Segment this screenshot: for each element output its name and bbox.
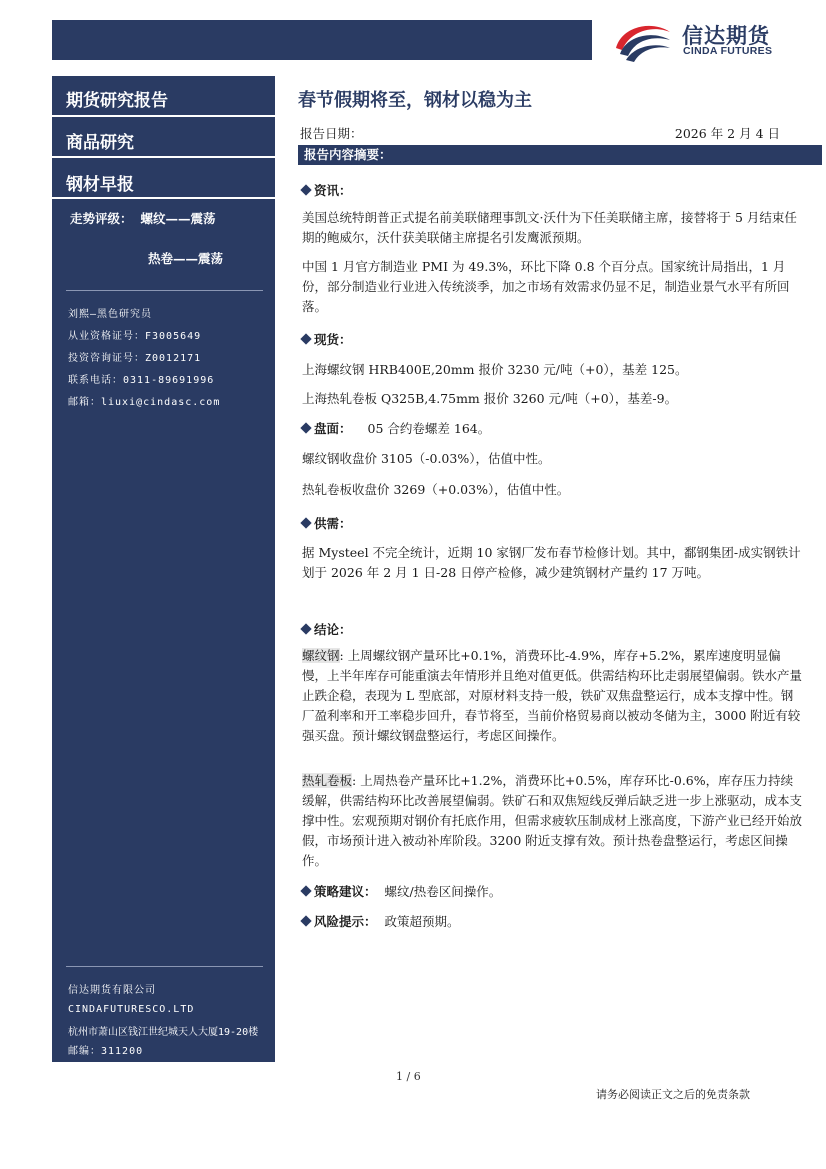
- diamond-bullet-icon: [300, 184, 311, 195]
- news-paragraph-1: 美国总统特朗普正式提名前美联储理事凯文·沃什为下任美联储主席，接替将于 5 月结束任期的鲍威尔，沃什获美联储主席提名引发鹰派预期。: [302, 210, 797, 245]
- summary-header: 报告内容摘要：: [298, 145, 822, 165]
- section-heading-news: 资讯：: [302, 181, 352, 199]
- section-heading-spot: 现货：: [302, 330, 352, 348]
- diamond-bullet-icon: [300, 333, 311, 344]
- diamond-bullet-icon: [300, 422, 311, 433]
- rebar-tag: 螺纹钢: [302, 648, 340, 663]
- spot-hrc-line: 上海热轧卷板 Q325B,4.75mm 报价 3260 元/吨（+0），基差-9。: [302, 391, 678, 406]
- diamond-bullet-icon: [300, 517, 311, 528]
- rating-hrc: 热卷——震荡: [148, 251, 224, 266]
- section-heading-futures: 盘面： 05 合约卷螺差 164。: [302, 419, 490, 437]
- sidebar: [52, 76, 275, 1062]
- risk-text: 政策超预期。: [384, 914, 460, 929]
- analyst-consult: 投资咨询证号：Z0012171: [68, 353, 202, 364]
- analyst-email[interactable]: 邮箱：liuxi@cindasc.com: [68, 397, 221, 408]
- company-site: CINDAFUTURESCO.LTD: [68, 1004, 195, 1015]
- analyst-name: 刘熙—黑色研究员: [68, 309, 153, 320]
- logo-name-en: CINDA FUTURES: [683, 45, 773, 57]
- page-number: 1 / 6: [396, 1070, 421, 1083]
- news-paragraph-2: 中国 1 月官方制造业 PMI 为 49.3%，环比下降 0.8 个百分点。国家统计局指出，1 月份，部分制造业行业进入传统淡季，加之市场有效需求仍显不足，制造业景气水平有所回落。: [302, 259, 790, 314]
- diamond-bullet-icon: [300, 623, 311, 634]
- spot-rebar-line: 上海螺纹钢 HRB400E,20mm 报价 3230 元/吨（+0），基差 125。: [302, 362, 688, 377]
- section-heading-supply: 供需：: [302, 514, 352, 532]
- report-category: 商品研究: [66, 133, 134, 153]
- diamond-bullet-icon: [300, 915, 311, 926]
- header-bar: [52, 20, 592, 60]
- conclusion-hrc-paragraph: [302, 771, 802, 871]
- rating-label: 走势评级：: [70, 211, 133, 226]
- analyst-license: 从业资格证号：F3005649: [68, 331, 202, 342]
- report-date-label: 报告日期：: [300, 126, 363, 141]
- rebar-text: : 上周螺纹钢产量环比+0.1%，消费环比-4.9%，库存+5.2%，累库速度明显偏慢，上半年库存可能重演去年情形并且绝对值更低。供需结构环比走弱展望偏弱。铁水产量止跌企稳，表现为 L 型底部，对原材料支持一般，铁矿双焦盘整运行，成本支撑中性。钢厂盈利率和开工率稳步回升，春节将至，当前价格贸易商以被动冬储为主，3000 附近有较强买盘。预计螺纹钢盘整运行，考虑区间操作。: [302, 648, 803, 743]
- futures-spread: 05 合约卷螺差 164。: [367, 421, 491, 436]
- report-title: 春节假期将至，钢材以稳为主: [298, 90, 532, 111]
- sidebar-divider: [52, 197, 275, 199]
- company-postcode: 邮编：311200: [68, 1046, 144, 1057]
- report-date-value: 2026 年 2 月 4 日: [674, 126, 780, 141]
- disclaimer-note: 请务必阅读正文之后的免责条款: [596, 1088, 750, 1101]
- sidebar-thin-divider: [66, 966, 263, 967]
- report-type: 期货研究报告: [66, 91, 168, 111]
- futures-hrc-line: 热轧卷板收盘价 3269（+0.03%），估值中性。: [302, 482, 570, 497]
- section-heading-risk: 风险提示： 政策超预期。: [302, 912, 460, 930]
- strategy-text: 螺纹/热卷区间操作。: [384, 884, 502, 899]
- analyst-phone: 联系电话：0311-89691996: [68, 375, 215, 386]
- rating-row-rebar: [70, 209, 216, 227]
- rating-rebar: 螺纹——震荡: [140, 211, 216, 226]
- diamond-bullet-icon: [300, 885, 311, 896]
- hrc-tag: 热轧卷板: [302, 773, 353, 788]
- conclusion-rebar-paragraph: [302, 646, 802, 746]
- company-name: 信达期货有限公司: [68, 985, 156, 996]
- sidebar-thin-divider: [66, 290, 263, 291]
- supply-paragraph: 据 Mysteel 不完全统计，近期 10 家钢厂发布春节检修计划。其中，鄱钢集团-成实钢铁计划于 2026 年 2 月 1 日-28 日停产检修，减少建筑钢材产量约 17 万吨。: [302, 545, 801, 580]
- logo-name-cn: 信达期货: [682, 24, 770, 48]
- brand-logo: [612, 18, 802, 62]
- hrc-text: : 上周热卷产量环比+1.2%，消费环比+0.5%，库存环比-0.6%，库存压力持续缓解，供需结构环比改善展望偏弱。铁矿石和双焦短线反弹后缺乏进一步上涨驱动，成本支撑中性。宏观预期对钢价有托底作用，但需求疲软压制成材上涨高度，下游产业已经开始放假，市场预计进入被动补库阶段。3200 附近支撑有效。预计热卷盘整运行，考虑区间操作。: [302, 773, 803, 868]
- section-heading-conclusion: 结论：: [302, 620, 352, 638]
- report-product: 钢材早报: [66, 175, 134, 195]
- sidebar-divider: [52, 115, 275, 117]
- section-heading-strategy: 策略建议： 螺纹/热卷区间操作。: [302, 882, 501, 900]
- cinda-logo-icon: [612, 18, 674, 62]
- company-address: 杭州市萧山区钱江世纪城天人大厦19-20楼: [68, 1027, 259, 1038]
- sidebar-divider: [52, 156, 275, 158]
- futures-rebar-line: 螺纹钢收盘价 3105（-0.03%），估值中性。: [302, 451, 551, 466]
